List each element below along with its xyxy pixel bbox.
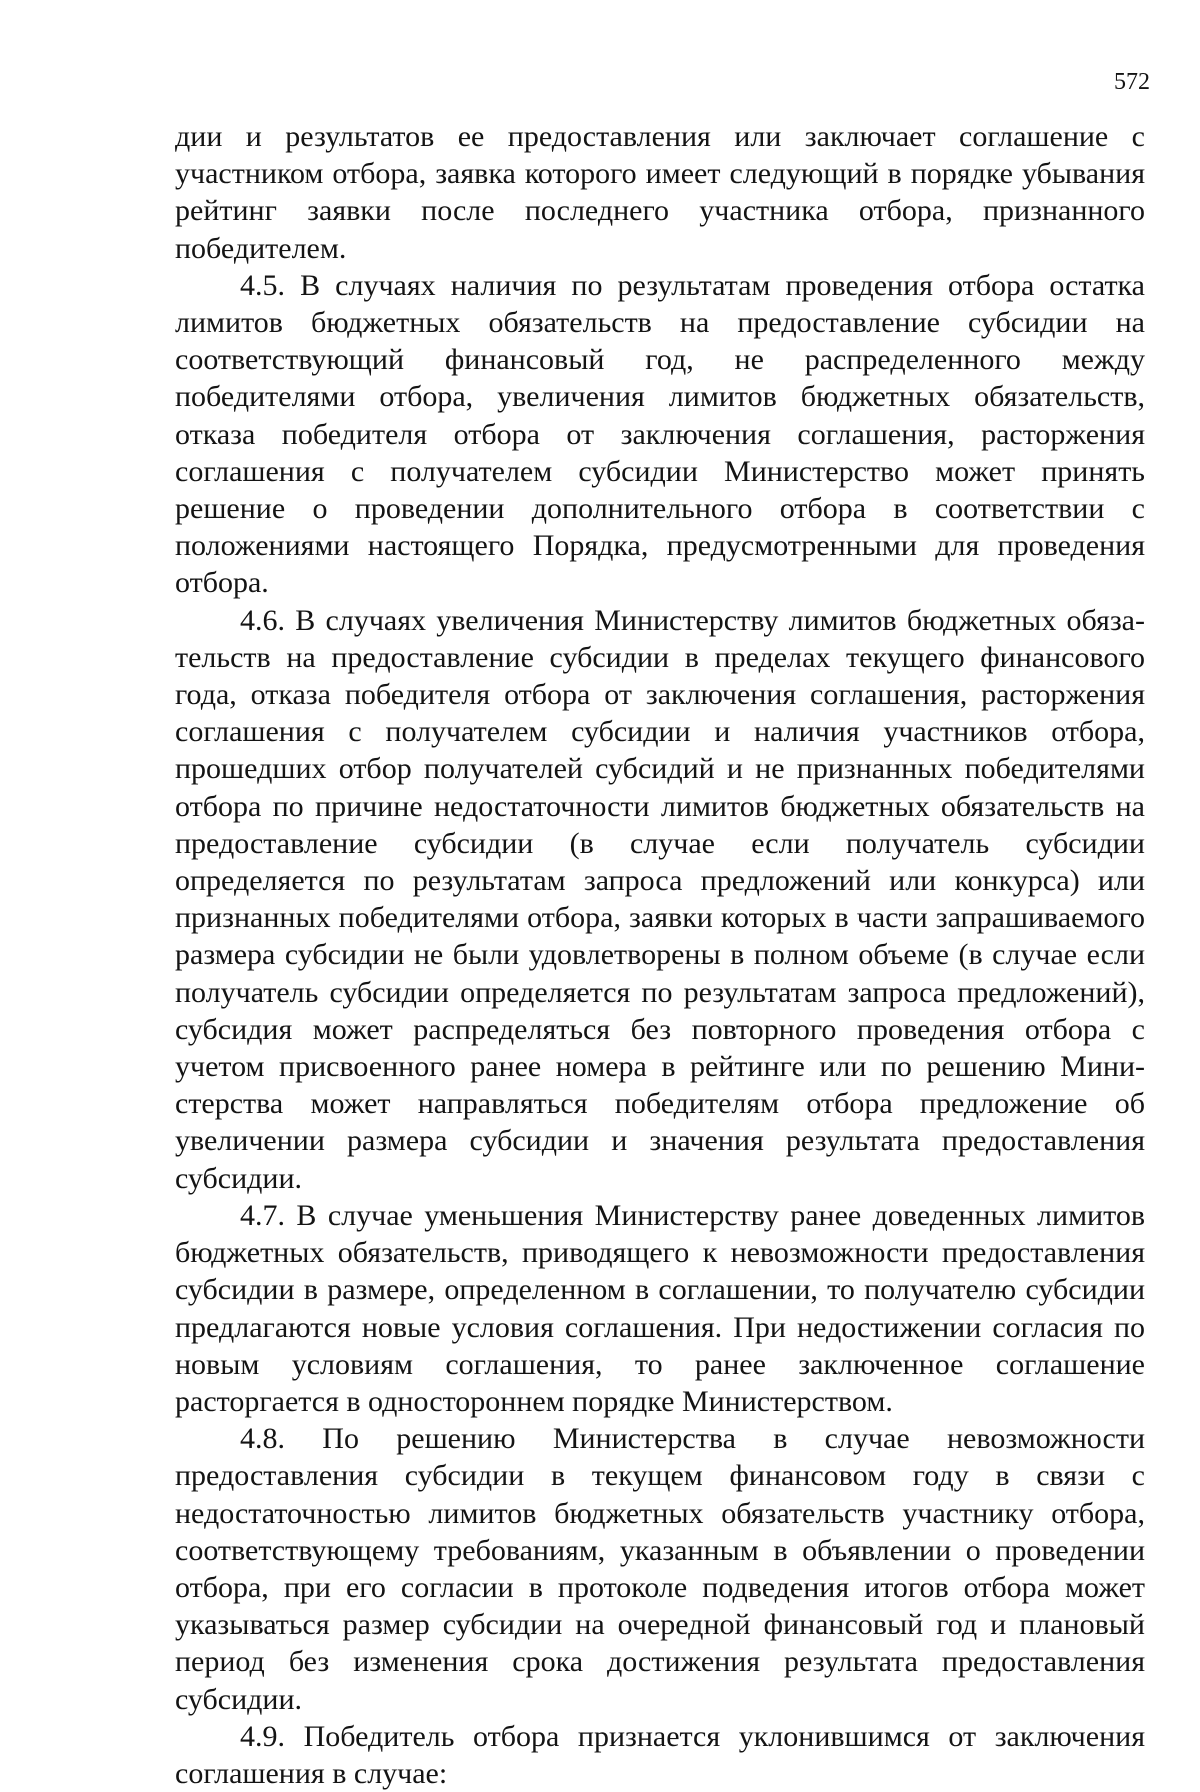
paragraph-4-7: 4.7. В случае уменьшения Министерству ранее доведенных лимитов бюджетных обязательств, приводящего к невозможности предоставления субсидии в размере, определенном в соглашении, то получателю субсидии предлагаются новые условия соглашения. При недостижении согласия по новым условиям соглашения, то ранее заключенное соглашение расторгается в одностороннем порядке Министерством. bbox=[175, 1198, 1145, 1418]
paragraph-4-6: 4.6. В случаях увеличения Министерству лимитов бюджетных обязательств на предоставление субсидии в пределах текущего финансового года, отказа победителя отбора от заключения соглашения, расторжения соглашения с получателем субсидии и наличия участников отбора, прошедших отбор получателей субсидий и не признанных победителями отбора по причине недостаточности лимитов бюджетных обязательств на предоставление субсидии (в случае если получатель субсидии определяется по результатам запроса предложений или конкурса) или признанных победителями отбора, заявки которых в части запрашиваемого размера субсидии не были удовлетворены в полном объеме (в случае если получатель субсидии определяется по результатам запроса предложений), субсидия может распределяться без повторного проведения отбора с учетом присвоенного ранее номера в рейтинге или по решению Министерства может направляться победителям отбора предложение об увеличении размера субсидии и значения результата предоставления субсидии. bbox=[175, 603, 1145, 1195]
paragraph-4-8: 4.8. По решению Министерства в случае невозможности предоставления субсидии в текущем финансовом году в связи с недостаточностью лимитов бюджетных обязательств участнику отбора, соответствующему требованиям, указанным в объявлении о проведении отбора, при его согласии в протоколе подведения итогов отбора может указываться размер субсидии на очередной финансовый год и плановый период без изменения срока достижения результата предоставления субсидии. bbox=[175, 1422, 1145, 1716]
paragraph-4-5: 4.5. В случаях наличия по результатам проведения отбора остатка лимитов бюджетных обязательств на предоставление субсидии на соответствующий финансовый год, не распределенного между победителями отбора, увеличения лимитов бюджетных обязательств, отказа победителя отбора от заключения соглашения, расторжения соглашения с получателем субсидии Министерство может принять решение о проведении дополнительного отбора в соответствии с положениями настоящего Порядка, предусмотренными для проведения отбора. bbox=[175, 268, 1145, 600]
paragraph-4-9: 4.9. Победитель отбора признается уклонившимся от заключения соглашения в случае: bbox=[175, 1719, 1145, 1790]
body-text bbox=[175, 118, 1145, 1792]
page-number: 572 bbox=[1114, 69, 1150, 95]
paragraph-continuation: дии и результатов ее предоставления или заключает соглашение с участником отбора, заявка которого имеет следующий в порядке убывания рейтинг заявки после последнего участника отбора, признанного победителем. bbox=[175, 120, 1145, 265]
